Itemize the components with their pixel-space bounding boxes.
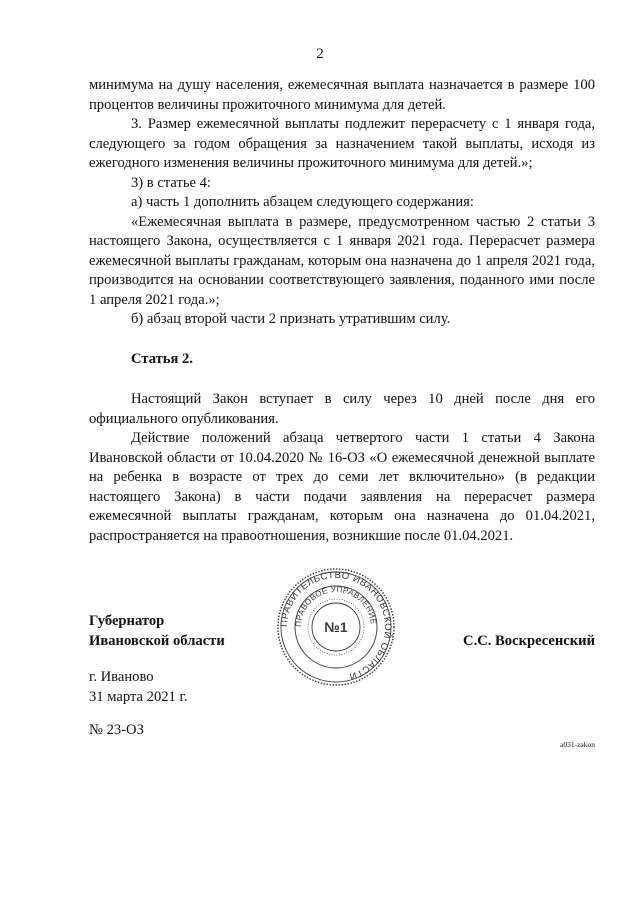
paragraph-part-a: а) часть 1 дополнить абзацем следующего содержания: [131,194,474,210]
document-body [89,76,595,546]
paragraph-continuation: минимума на душу населения, ежемесячная выплата назначается в размере 100 процентов величины прожиточного минимума для детей. [89,77,595,113]
date: 31 марта 2021 г. [89,688,188,705]
paragraph-article-4: 3) в статье 4: [131,174,211,191]
paragraph-part-b: б) абзац второй части 2 признать утратившим силу. [131,311,451,327]
article-paragraph-1: Настоящий Закон вступает в силу через 10 дней после дня его официального опубликования. [89,391,595,427]
signatory-name: С.С. Воскресенский [463,633,595,649]
signature-block [89,612,595,652]
place: г. Иваново [89,669,154,685]
article-paragraph-2: Действие положений абзаца четвертого части 1 статьи 4 Закона Ивановской области от 10.04.2020 № 16-ОЗ «О ежемесячной денежной выплате на ребенка в возрасте от трех до семи лет включительно» (в редакции настоящего Закона) в части подачи заявления на перерасчет размера ежемесячной выплаты гражданам, которым она назначена до 01.04.2021, распространяется на правоотношения, возникшие после 01.04.2021. [89,430,595,544]
article-title: Статья 2. [131,350,193,367]
seal-outer-text: ПРАВИТЕЛЬСТВО ИВАНОВСКОЙ ОБЛАСТИ [278,569,394,683]
position-line-1: Губернатор [89,613,165,629]
law-number: № 23-ОЗ [89,722,144,738]
signatory-position [89,612,225,651]
position-line-2: Ивановской области [89,632,225,649]
paragraph-item-3: 3. Размер ежемесячной выплаты подлежит перерасчету с 1 января года, следующего за годом обращения за назначением такой выплаты, исходя из ежегодного изменения величины прожиточного минимума для детей.»; [89,116,595,171]
seal-center-text: №1 [324,619,348,635]
paragraph-quote: «Ежемесячная выплата в размере, предусмотренном частью 2 статьи 3 настоящего Закона, осуществляется с 1 января 2021 года. Перерасчет размера ежемесячной выплаты гражданам, которым она назначена до 1 апреля 2021 года, производится на основании соответствующего заявления, поданного ими после 1 апреля 2021 года.»; [89,213,595,308]
seal-inner-text: ПРАВОВОЕ УПРАВЛЕНИЕ [293,584,378,628]
place-date-block [89,668,187,707]
document-code: a031-zakon [560,740,595,749]
page-number: 2 [316,46,324,62]
